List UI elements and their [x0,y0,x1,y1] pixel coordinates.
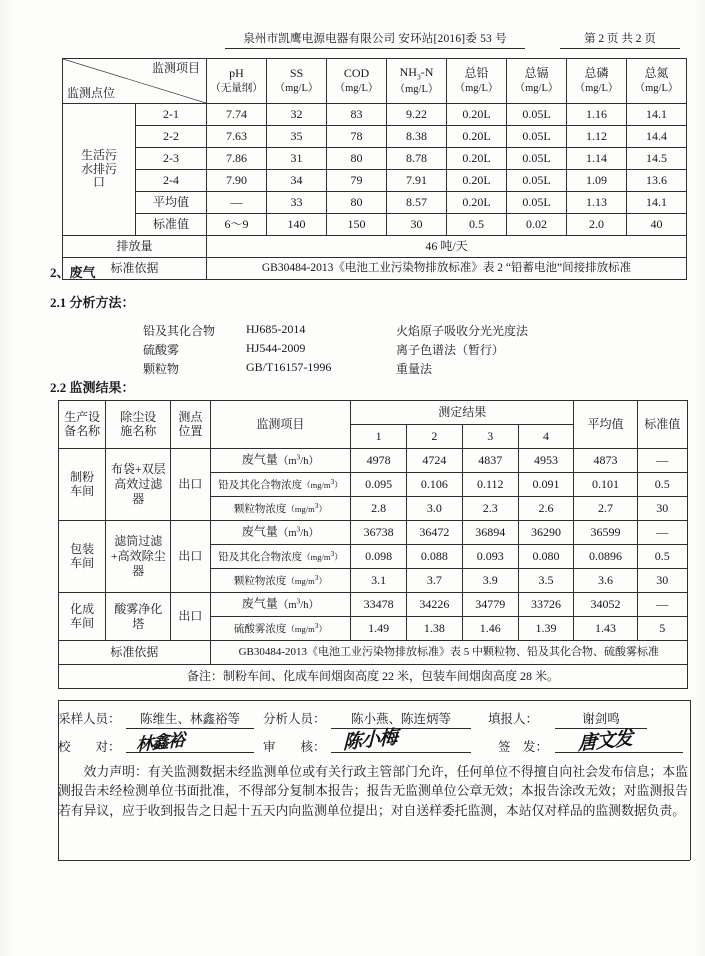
wg-result-cell: 36738 [351,521,407,545]
ww-col-header-3: $NH_3-N$ （mg/L） [387,59,447,104]
wg-result-cell: 3.5 [518,569,574,593]
wg-standard-cell: — [637,593,687,617]
ww-cell: 2.0 [567,214,627,236]
ww-col-header-6: 总磷 （mg/L） [567,59,627,104]
method-standard-0: HJ685-2014 [246,322,306,336]
ww-cell: 0.20L [447,104,507,126]
ww-cell: 79 [327,170,387,192]
ww-col-header-7: 总氮 （mg/L） [627,59,687,104]
issue-label: 签 发： [498,740,549,754]
wg-position: 出口 [171,593,211,641]
wg-header-row-1 [59,401,688,425]
proofread-label: 校 对： [58,740,121,754]
ww-cell: 0.20L [447,192,507,214]
ww-cell: 1.13 [567,192,627,214]
wg-equipment: 制粉 车间 [59,449,106,521]
wg-header-result-3: 3 [462,425,518,449]
wg-result-cell: 3.9 [462,569,518,593]
signature-block [58,705,690,759]
wg-result-cell: 34779 [462,593,518,617]
wg-header-result-1: 1 [351,425,407,449]
table-row [63,126,687,148]
ww-cell: 1.16 [567,104,627,126]
wg-header-position: 测点 位置 [171,401,211,449]
method-row [143,341,646,360]
waste-gas-table [58,400,688,689]
wg-item-unit: $(m^3/h)$ [277,452,319,467]
wg-position: 出口 [171,521,211,593]
wg-standard-cell: 30 [637,497,687,521]
sampler-value: 陈维生、林鑫裕等 [126,709,254,729]
discharge-row [63,236,687,258]
wg-note-value: 备注：制粉车间、化成车间烟囱高度 22 米，包装车间烟囱高度 28 米。 [59,665,688,689]
method-name-1: 离子色谱法（暂行） [396,343,505,357]
table-row [63,148,687,170]
wg-header-average: 平均值 [574,401,637,449]
footer-top-rule [58,700,690,701]
corner-bottom-left: 监测点位 [67,85,116,100]
wg-result-cell: 1.39 [518,617,574,641]
wg-standard-cell: 0.5 [637,473,687,497]
ww-row-label: 2-3 [136,148,207,170]
corner-top-right: 监测项目 [151,61,200,75]
ww-row-label: 2-4 [136,170,207,192]
document-header [0,30,705,52]
wg-average-cell: 0.101 [574,473,637,497]
wg-item-name: 颗粒物浓度 [233,575,287,587]
validity-statement: 效力声明：有关监测数据未经监测单位或有关行政主管部门允许，任何单位不得擅自向社会发布信息；本监测报告未经检测单位书面批准，不得部分复制本报告；报告无监测单位公章无效；本报告涂改无效；对监测报告若有异议，应于收到报告之日起十五天内向监测单位提出；对自送样委托监测，本站仅对样品的监测数据负责。 [58,765,688,818]
wg-result-cell: 0.091 [518,473,574,497]
sampler-label: 采样人员： [58,712,121,726]
method-row [143,360,646,379]
wg-item-cell [210,497,351,521]
wg-header-standard: 标准值 [637,401,687,449]
issue-signature: 唐文发 [577,727,633,755]
table-row [59,449,688,473]
wg-header-result-2: 2 [407,425,463,449]
wg-standard-basis-value: GB30484-2013《电池工业污染物排放标准》表 5 中颗粒物、铅及其化合物、硫酸雾标准 [210,641,687,665]
wg-result-cell: 0.093 [462,545,518,569]
wg-facility: 滤筒过滤+高效除尘器 [106,521,171,593]
ww-cell: — [207,192,267,214]
method-name-2: 重量法 [396,362,433,376]
standard-basis-row [63,258,687,280]
wg-result-cell: 33726 [518,593,574,617]
ww-cell: 7.74 [207,104,267,126]
wg-item-cell [210,569,351,593]
ww-cell: 0.20L [447,148,507,170]
ww-cell: 9.22 [387,104,447,126]
ww-cell: 8.57 [387,192,447,214]
ww-cell: 40 [627,214,687,236]
section-heading-2-1: 2.1 分析方法： [50,295,135,310]
ww-cell: 35 [267,126,327,148]
ww-cell: 83 [327,104,387,126]
method-standard-2: GB/T16157-1996 [246,360,332,374]
wg-item-cell [210,521,351,545]
wg-item-unit: $(m^3/h)$ [277,524,319,539]
wg-header-result-4: 4 [518,425,574,449]
ww-cell: 0.05L [507,104,567,126]
wg-equipment: 包装 车间 [59,521,106,593]
wg-position: 出口 [171,449,211,521]
ww-row-label: 标准值 [136,214,207,236]
organization-line: 泉州市凯鹰电源电器有限公司 安环站[2016]委 53 号 [225,30,525,49]
ww-cell: 0.5 [447,214,507,236]
wg-item-name: 硫酸雾浓度 [233,623,287,635]
standard-basis-value: GB30484-2013《电池工业污染物排放标准》表 2 “铅蓄电池”间接排放标准 [207,258,687,280]
ww-cell: 0.02 [507,214,567,236]
wg-standard-cell: — [637,521,687,545]
ww-cell: 7.90 [207,170,267,192]
ww-cell: 30 [387,214,447,236]
wg-result-cell: 4953 [518,449,574,473]
wg-result-cell: 36290 [518,521,574,545]
wg-result-cell: 3.0 [407,497,463,521]
wg-item-unit: $(mg/m^3)$ [286,500,327,514]
wg-item-unit: $(m^3/h)$ [277,596,319,611]
ww-col-header-2: COD （mg/L） [327,59,387,104]
ww-cell: 31 [267,148,327,170]
method-item-2: 颗粒物 [143,362,180,376]
wg-item-unit: $(mg/m^3)$ [302,548,343,562]
wg-item-cell [210,449,351,473]
wg-item-name: 铅及其化合物浓度 [218,551,303,563]
wg-item-unit: $(mg/m^3)$ [286,620,327,634]
wg-item-name: 废气量 [241,524,278,539]
ww-cell: 150 [327,214,387,236]
wg-average-cell: 4873 [574,449,637,473]
review-label: 审 核： [263,740,326,754]
ww-cell: 32 [267,104,327,126]
method-standard-1: HJ544-2009 [246,341,306,355]
ww-row-label: 2-1 [136,104,207,126]
wg-average-cell: 36599 [574,521,637,545]
method-item-1: 硫酸雾 [143,343,180,357]
wg-result-cell: 36894 [462,521,518,545]
wg-result-cell: 2.3 [462,497,518,521]
page-number: 第 2 页 共 2 页 [560,30,680,49]
ww-corner-cell [63,59,207,104]
wg-standard-cell: 0.5 [637,545,687,569]
wg-item-unit: $(mg/m^3)$ [302,476,343,490]
wg-result-cell: 3.7 [407,569,463,593]
wg-result-cell: 4724 [407,449,463,473]
wg-result-cell: 0.095 [351,473,407,497]
wg-header-item: 监测项目 [210,401,351,449]
ww-cell: 80 [327,192,387,214]
wg-result-cell: 3.1 [351,569,407,593]
wg-result-cell: 0.106 [407,473,463,497]
ww-row-label: 2-2 [136,126,207,148]
wg-facility: 布袋+双层高效过滤器 [106,449,171,521]
ww-cell: 0.05L [507,170,567,192]
wg-result-cell: 0.088 [407,545,463,569]
table-row [63,170,687,192]
wg-result-cell: 0.098 [351,545,407,569]
ww-col-header-0: pH （无量纲） [207,59,267,104]
section-heading-2-2: 2.2 监测结果： [50,380,135,395]
ww-col-header-4: 总铅 （mg/L） [447,59,507,104]
wg-item-cell [210,593,351,617]
footer-right-rule [690,700,691,860]
method-row [143,322,646,341]
reporter-label: 填报人： [488,712,539,726]
analyst-value: 陈小燕、陈连炳等 [331,709,471,729]
ww-cell: 1.12 [567,126,627,148]
ww-cell: 0.20L [447,126,507,148]
ww-cell: 78 [327,126,387,148]
ww-cell: 7.86 [207,148,267,170]
ww-cell: 14.1 [627,104,687,126]
wg-header-facility: 除尘设 施名称 [106,401,171,449]
ww-cell: 14.1 [627,192,687,214]
section-heading-2: 2、废气 [50,265,96,280]
wg-item-name: 颗粒物浓度 [233,503,287,515]
wg-average-cell: 0.0896 [574,545,637,569]
wg-standard-basis-row [59,641,688,665]
ww-cell: 6～9 [207,214,267,236]
wg-facility: 酸雾净化塔 [106,593,171,641]
wg-average-cell: 1.43 [574,617,637,641]
wg-result-cell: 4978 [351,449,407,473]
ww-cell: 7.91 [387,170,447,192]
method-item-0: 铅及其化合物 [143,324,216,338]
proofread-signature: 林鑫裕 [135,730,185,756]
wg-standard-basis-label: 标准依据 [59,641,211,665]
wg-result-cell: 34226 [407,593,463,617]
wg-result-cell: 2.8 [351,497,407,521]
ww-cell: 7.63 [207,126,267,148]
ww-cell: 80 [327,148,387,170]
wg-item-name: 废气量 [241,452,278,467]
wg-result-cell: 0.112 [462,473,518,497]
wg-standard-cell: — [637,449,687,473]
table-row [59,593,688,617]
discharge-label: 排放量 [63,236,207,258]
table-row [63,192,687,214]
wg-note-row [59,665,688,689]
wg-item-name: 铅及其化合物浓度 [218,479,303,491]
wg-item-name: 废气量 [241,596,278,611]
wg-result-cell: 2.6 [518,497,574,521]
ww-cell: 14.4 [627,126,687,148]
wg-result-cell: 0.080 [518,545,574,569]
wg-item-unit: $(mg/m^3)$ [286,572,327,586]
wg-result-cell: 1.46 [462,617,518,641]
ww-row-label: 平均值 [136,192,207,214]
wg-item-cell [210,545,351,569]
table-row [63,214,687,236]
wg-item-cell [210,617,351,641]
table-row [59,521,688,545]
analysis-method-list [143,322,646,379]
ww-cell: 34 [267,170,327,192]
wg-average-cell: 3.6 [574,569,637,593]
footer-bottom-rule [58,860,690,861]
wg-average-cell: 34052 [574,593,637,617]
ww-cell: 33 [267,192,327,214]
ww-cell: 8.38 [387,126,447,148]
ww-cell: 0.05L [507,192,567,214]
table-row [63,104,687,126]
wg-result-cell: 4837 [462,449,518,473]
analyst-label: 分析人员： [263,712,326,726]
ww-cell: 14.5 [627,148,687,170]
ww-cell: 8.78 [387,148,447,170]
ww-cell: 140 [267,214,327,236]
standard-basis-label: 标准依据 [63,258,207,280]
monitoring-point-cell: 生活污 水排污 口 [63,104,136,236]
ww-col-header-5: 总镉 （mg/L） [507,59,567,104]
wg-standard-cell: 5 [637,617,687,641]
ww-cell: 1.14 [567,148,627,170]
wg-header-results-group: 测定结果 [351,401,574,425]
wg-equipment: 化成 车间 [59,593,106,641]
wg-result-cell: 1.49 [351,617,407,641]
reporter-value: 谢剑鸣 [555,709,647,729]
waste-water-table [62,58,687,280]
wg-result-cell: 1.38 [407,617,463,641]
method-name-0: 火焰原子吸收分光光度法 [396,324,529,338]
ww-cell: 0.05L [507,126,567,148]
ww-cell: 13.6 [627,170,687,192]
ww-cell: 0.05L [507,148,567,170]
wg-result-cell: 33478 [351,593,407,617]
ww-cell: 1.09 [567,170,627,192]
wg-average-cell: 2.7 [574,497,637,521]
review-signature: 陈小梅 [342,726,398,754]
wg-item-cell [210,473,351,497]
wg-result-cell: 36472 [407,521,463,545]
ww-col-header-1: SS （mg/L） [267,59,327,104]
wg-header-equipment: 生产设 备名称 [59,401,106,449]
signature-row-2 [58,726,690,759]
wg-standard-cell: 30 [637,569,687,593]
ww-cell: 0.20L [447,170,507,192]
discharge-value: 46 吨/天 [207,236,687,258]
